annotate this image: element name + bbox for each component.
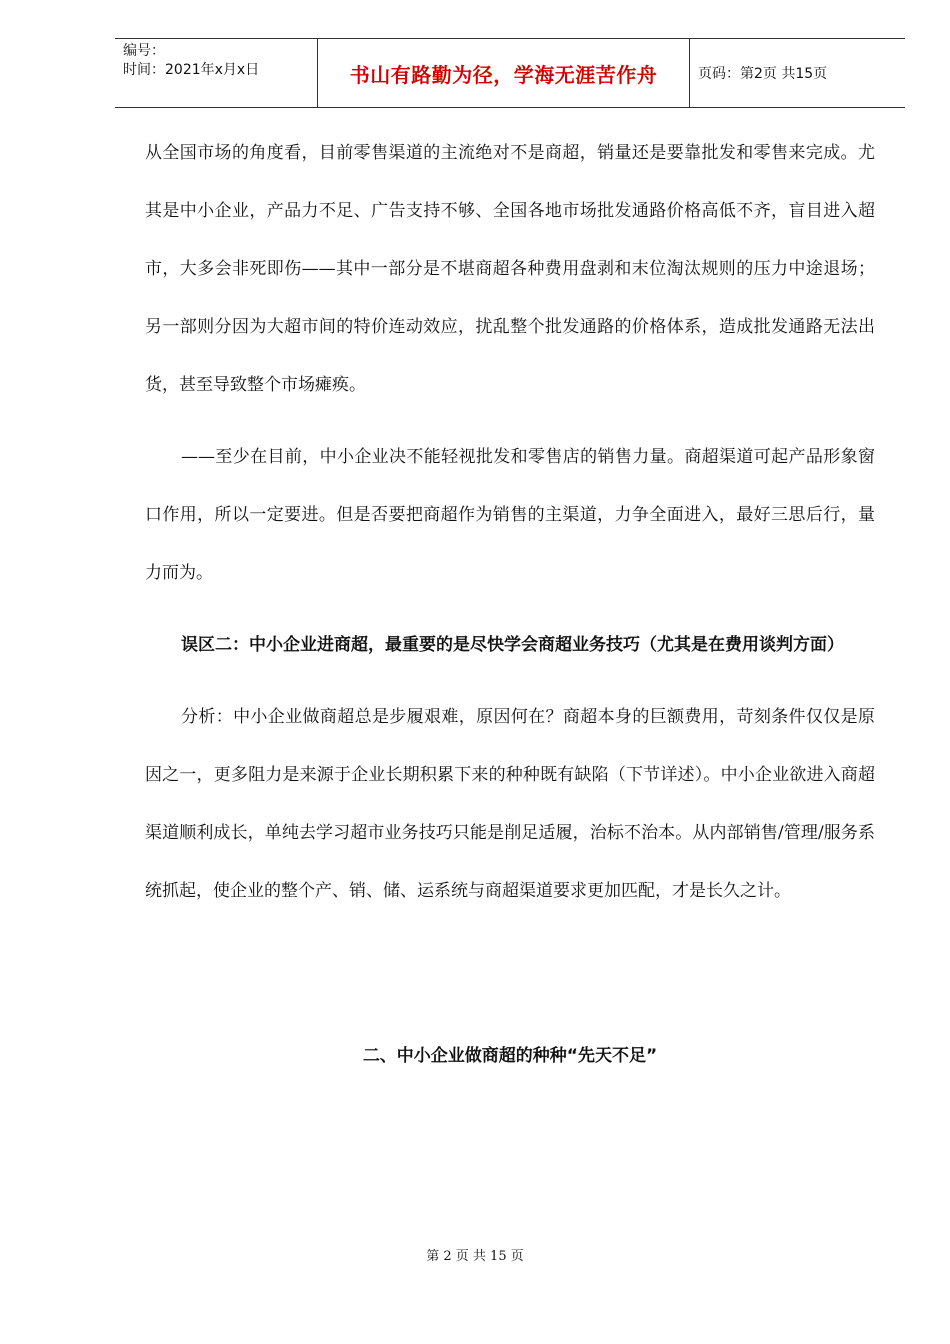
document-number-label: 编号：: [123, 43, 165, 59]
misconception-heading: 误区二：中小企业进商超，最重要的是尽快学会商超业务技巧（尤其是在费用谈判方面）: [181, 635, 844, 655]
header-motto: 书山有路勤为径，学海无涯苦作舟: [349, 62, 658, 87]
paragraph-wholesale-importance: ——至少在目前，中小企业决不能轻视批发和零售店的销售力量。商超渠道可起产品形象窗口作用，所以一定要进。但是否要把商超作为销售的主渠道，力争全面进入，最好三思后行，量力而为。: [145, 447, 875, 583]
document-date-label: 时间：2021年x月x日: [123, 62, 260, 78]
header-motto-cell: [317, 39, 690, 107]
header-meta: [115, 39, 317, 107]
page-footer: 第 2 页 共 15 页: [426, 1249, 524, 1264]
section-title: 二、中小企业做商超的种种“先天不足”: [362, 1046, 658, 1066]
paragraph-market-view: 从全国市场的角度看，目前零售渠道的主流绝对不是商超，销量还是要靠批发和零售来完成。尤其是中小企业，产品力不足、广告支持不够、全国各地市场批发通路价格高低不齐，盲目进入超市，大多会非死即伤——其中一部分是不堪商超各种费用盘剥和末位淘汰规则的压力中途退场；另一部则分因为大超市间的特价连动效应，扰乱整个批发通路的价格体系，造成批发通路无法出货，甚至导致整个市场瘫痪。: [145, 143, 875, 395]
paragraph-analysis: 分析：中小企业做商超总是步履艰难，原因何在？商超本身的巨额费用，苛刻条件仅仅是原因之一，更多阻力是来源于企业长期积累下来的种种既有缺陷（下节详述）。中小企业欲进入商超渠道顺利成长，单纯去学习超市业务技巧只能是削足适履，治标不治本。从内部销售/管理/服务系统抓起，使企业的整个产、销、储、运系统与商超渠道要求更加匹配，才是长久之计。: [145, 707, 876, 901]
document-body: [145, 124, 875, 1076]
header-page-info: 页码：第2页 共15页: [698, 66, 828, 82]
page-header: [115, 38, 905, 108]
